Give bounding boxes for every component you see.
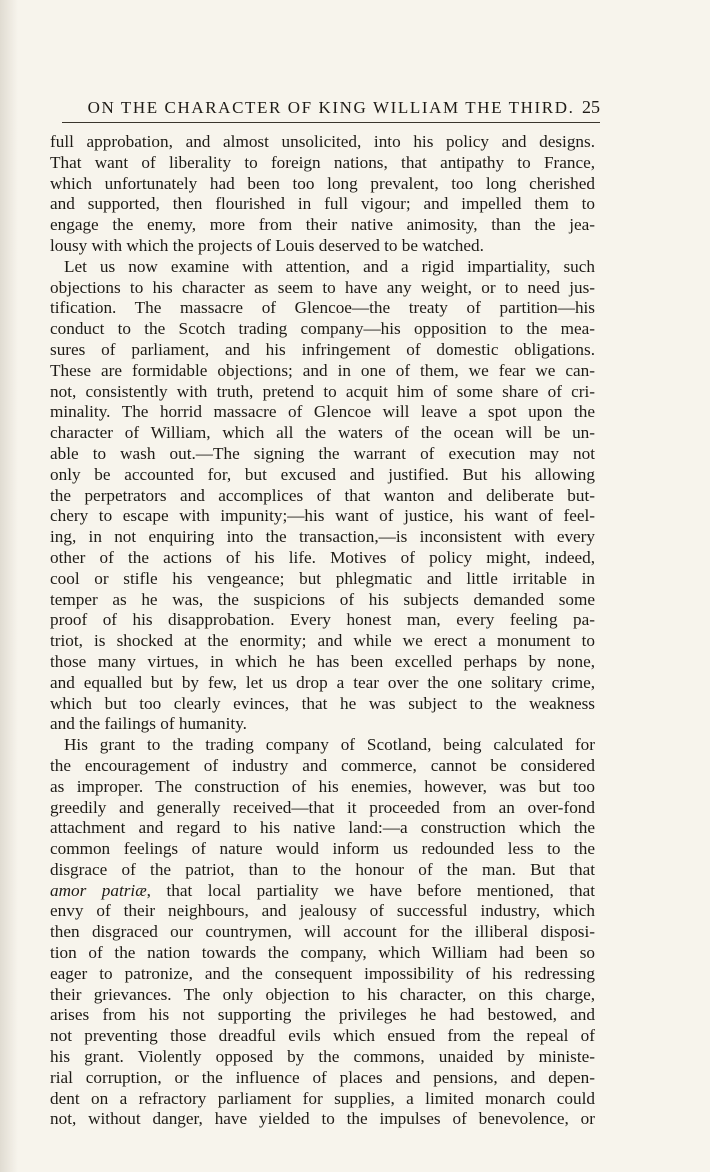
text-line: triot, is shocked at the enormity; and while we erect a monument to — [50, 631, 595, 651]
latin-phrase: amor patriæ — [50, 880, 147, 900]
text-line: which but too clearly evinces, that he was subject to the weakness — [50, 693, 595, 713]
text-line: tification. The massacre of Glencoe—the treaty of partition—his — [50, 298, 595, 318]
text-line: minality. The horrid massacre of Glencoe will leave a spot upon the — [50, 402, 595, 422]
text-line: conduct to the Scotch trading company—his opposition to the mea- — [50, 319, 595, 339]
text-line: rial corruption, or the influence of places and pensions, and depen- — [50, 1067, 595, 1087]
text-line: ing, in not enquiring into the transaction,—is inconsistent with every — [50, 527, 595, 547]
text-line: the encouragement of industry and commerce, cannot be considered — [50, 755, 595, 775]
text-line: common feelings of nature would inform us redounded less to the — [50, 839, 595, 859]
text-line: not, consistently with truth, pretend to acquit him of some share of cri- — [50, 381, 595, 401]
text-line: chery to escape with impunity;—his want of justice, his want of feel- — [50, 506, 595, 526]
text-line-italic-lead: amor patriæ, that local partiality we have before mentioned, that — [50, 880, 596, 900]
text-line: temper as he was, the suspicions of his subjects demanded some — [50, 589, 595, 609]
text-line: those many virtues, in which he has been excelled perhaps by none, — [50, 651, 595, 671]
text-line: and equalled but by few, let us drop a tear over the one solitary crime, — [50, 672, 595, 692]
binding-shadow — [0, 0, 18, 1172]
text-line: not preventing those dreadful evils which ensued from the repeal of — [50, 1026, 595, 1046]
text-line: dent on a refractory parliament for supplies, a limited monarch could — [50, 1088, 595, 1108]
text-line: engage the enemy, more from their native animosity, than the jea- — [50, 215, 595, 235]
text-line: not, without danger, have yielded to the impulses of benevolence, or — [50, 1109, 595, 1129]
running-head: ON THE CHARACTER OF KING WILLIAM THE THIRD. — [87, 98, 575, 117]
text-line: proof of his disapprobation. Every honest man, every feeling pa- — [50, 610, 595, 630]
text-line: other of the actions of his life. Motives of policy might, indeed, — [50, 547, 595, 567]
text-line: envy of their neighbours, and jealousy of successful industry, which — [50, 901, 595, 921]
text-line: His grant to the trading company of Scotland, being calculated for — [64, 735, 595, 755]
text-line: then disgraced our countrymen, will account for the illiberal disposi- — [50, 922, 595, 942]
text-line: and supported, then flourished in full vigour; and impelled them to — [50, 194, 595, 214]
text-line: Let us now examine with attention, and a rigid impartiality, such — [64, 256, 595, 276]
text-line: able to wash out.—The signing the warrant of execution may not — [50, 443, 595, 463]
text-line: his grant. Violently opposed by the commons, unaided by ministe- — [50, 1047, 595, 1067]
text-line: That want of liberality to foreign nations, that antipathy to France, — [50, 152, 595, 172]
text-line: their grievances. The only objection to his character, on this charge, — [50, 984, 595, 1004]
text-line: and the failings of humanity. — [50, 714, 247, 734]
text-line: objections to his character as seem to have any weight, or to need jus- — [50, 277, 595, 297]
page-header — [62, 96, 600, 123]
text-line: cool or stifle his vengeance; but phlegmatic and little irritable in — [50, 568, 595, 588]
text-line: which unfortunately had been too long prevalent, too long cherished — [50, 173, 595, 193]
text-line: the perpetrators and accomplices of that wanton and deliberate but- — [50, 485, 595, 505]
text-line: as improper. The construction of his enemies, however, was but too — [50, 776, 595, 796]
text-line: arises from his not supporting the privileges he had bestowed, and — [50, 1005, 595, 1025]
text-line: lousy with which the projects of Louis deserved to be watched. — [50, 235, 484, 255]
text-line: disgrace of the patriot, than to the honour of the man. But that — [50, 859, 595, 879]
page-number: 25 — [582, 97, 600, 117]
text-line: attachment and regard to his native land:—a construction which the — [50, 818, 595, 838]
text-line: sures of parliament, and his infringement of domestic obligations. — [50, 339, 595, 359]
text-line: character of William, which all the waters of the ocean will be un- — [50, 423, 595, 443]
text-line: only be accounted for, but excused and justified. But his allowing — [50, 464, 595, 484]
text-line: greedily and generally received—that it proceeded from an over-fond — [50, 797, 595, 817]
text-line: eager to patronize, and the consequent impossibility of his redressing — [50, 963, 595, 983]
text-line: full approbation, and almost unsolicited, into his policy and designs. — [50, 132, 595, 151]
text-line: tion of the nation towards the company, which William had been so — [50, 943, 595, 963]
text-line: These are formidable objections; and in one of them, we fear we can- — [50, 360, 595, 380]
body-text — [50, 132, 595, 1130]
